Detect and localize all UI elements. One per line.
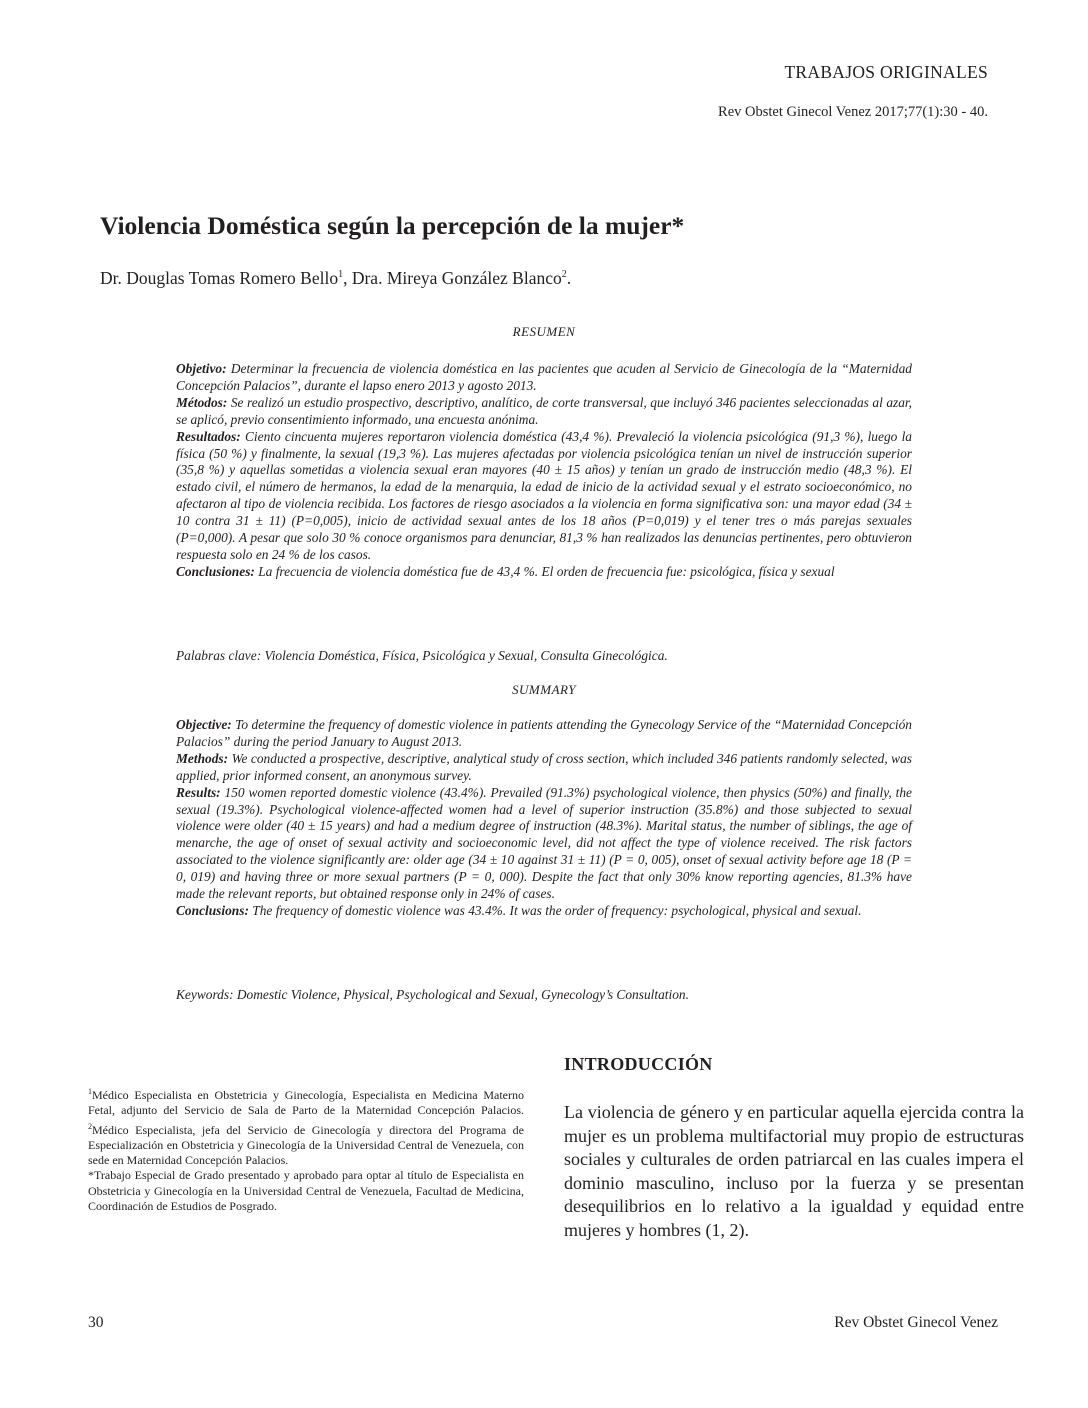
author-separator: ,	[343, 268, 352, 288]
summary-conclusions-label: Conclusions:	[176, 902, 249, 918]
citation-header: Rev Obstet Ginecol Venez 2017;77(1):30 - 40.	[718, 104, 988, 120]
summary-methods-label: Methods:	[176, 750, 229, 766]
footnote-1-marker: 1	[88, 1087, 92, 1096]
footer-journal: Rev Obstet Ginecol Venez	[834, 1314, 998, 1331]
footnote-2-marker: 2	[88, 1121, 92, 1131]
summary-conclusions	[176, 903, 912, 920]
resumen-objetivo-text: Determinar la frecuencia de violencia doméstica en las pacientes que acuden al Servicio de Ginecología de la “Maternidad Concepción Palacios”, durante el lapso enero 2013 y agosto 2013.	[176, 361, 912, 393]
resumen-keywords: Palabras clave: Violencia Doméstica, Física, Psicológica y Sexual, Consulta Ginecológica.	[176, 648, 668, 663]
resumen-metodos-text: Se realizó un estudio prospectivo, descriptivo, analítico, de corte transversal, que incluyó 346 pacientes seleccionadas al azar, se aplicó, previo consentimiento informado, una encuesta anónima.	[176, 394, 912, 427]
resumen-metodos	[176, 395, 912, 429]
resumen-resultados	[176, 429, 912, 564]
summary-conclusions-text: The frequency of domestic violence was 43.4%. It was the order of frequency: psychological, physical and sexual.	[248, 902, 862, 918]
summary-objective	[176, 717, 912, 751]
summary-results	[176, 785, 912, 903]
author-1-affiliation: 1	[338, 269, 344, 281]
resumen-heading: RESUMEN	[512, 324, 576, 339]
page-number: 30	[88, 1314, 104, 1331]
summary-keywords: Keywords: Domestic Violence, Physical, Psychological and Sexual, Gynecology’s Consultation.	[176, 987, 689, 1002]
author-2-affiliation: 2	[561, 269, 567, 281]
summary-objective-text: To determine the frequency of domestic violence in patients attending the Gynecology Service of the “Maternidad Concepción Palacios” during the period January to August 2013.	[176, 717, 912, 749]
footnote-1-text: Médico Especialista en Obstetricia y Ginecología, Especialista en Medicina Materno Fetal, adjunto del Servicio de Sala de Parto de la Maternidad Concepción Palacios.	[88, 1088, 524, 1118]
resumen-resultados-text: Ciento cincuenta mujeres reportaron violencia doméstica (43,4 %). Prevaleció la violencia psicológica (91,3 %), luego la física (50 %) y finalmente, la sexual (19,3 %). Las mujeres afectadas por violencia psicológica tenían un nivel de instrucción superior (35,8 %) y aquellas sometidas a violencia sexual eran mayores (40 ± 15 años) y tenían un grado de instrucción medio (48,3 %). El estado civil, el número de hermanos, la edad de la menarquia, la edad de inicio de la actividad sexual y el estrato socioeconómico, no afectaron al tipo de violencia recibida. Los factores de riesgo asociados a la violencia en forma significativa son: una mayor edad (34 ± 10 contra 31 ± 11) (P=0,005), inicio de actividad sexual antes de los 18 años (P=0,019) y el tener tres o más parejas sexuales (P=0,000). A pesar que solo 30 % conoce organismos para denunciar, 81,3 % han realizados las denuncias pertinentes, pero obtuvieron respuesta solo en 24 % de los casos.	[176, 428, 912, 562]
summary-body	[176, 717, 912, 920]
introduccion-paragraph: La violencia de género y en particular aquella ejercida contra la mujer es un problema multifactorial muy propio de estructuras sociales y culturales de orden patriarcal en las cuales impera el dominio masculino, incluso por la fuerza y se presentan desequilibrios en lo relativo a la igualdad y equidad entre mujeres y hombres (1, 2).	[564, 1102, 1024, 1240]
resumen-conclusiones-label: Conclusiones:	[176, 563, 255, 579]
resumen-resultados-label: Resultados:	[176, 428, 241, 444]
summary-results-label: Results:	[176, 784, 221, 800]
summary-methods-text: We conducted a prospective, descriptive, analytical study of cross section, which included 346 patients randomly selected, was applied, prior informed consent, an anonymous survey.	[176, 750, 912, 783]
resumen-conclusiones	[176, 564, 912, 581]
resumen-body	[176, 361, 912, 581]
footnote-thesis: *Trabajo Especial de Grado presentado y aprobado para optar al título de Especialista en Obstetricia y Ginecología en la Universidad Central de Venezuela, Facultad de Medicina, Coordinación de Estudios de Posgrado.	[88, 1168, 524, 1214]
footnote-affiliations	[88, 1084, 524, 1168]
resumen-conclusiones-text: La frecuencia de violencia doméstica fue de 43,4 %. El orden de frecuencia fue: psicológica, física y sexual	[254, 563, 835, 579]
resumen-objetivo	[176, 361, 912, 395]
resumen-metodos-label: Métodos:	[176, 394, 228, 410]
footnote-2-text: Médico Especialista, jefa del Servicio de Ginecología y directora del Programa de Especialización en Obstetricia y Ginecología de la Universidad Central de Venezuela, con sede en Maternidad Concepción Palacios.	[88, 1122, 524, 1168]
authors-line	[100, 268, 571, 289]
summary-heading: SUMMARY	[512, 682, 576, 697]
introduccion-heading: INTRODUCCIÓN	[564, 1054, 713, 1074]
summary-methods	[176, 751, 912, 785]
summary-objective-label: Objective:	[176, 717, 232, 732]
authors-end: .	[566, 268, 572, 288]
footnotes	[88, 1084, 524, 1214]
summary-results-text: 150 women reported domestic violence (43.4%). Prevailed (91.3%) psychological violence, then physics (50%) and finally, the sexual (19.3%). Psychological violence-affected women had a level of superior instruction (35.8%) and those subjected to sexual violence were older (40 ± 15 years) and had a medium degree of instruction (48.3%). Marital status, the number of siblings, the age of menarche, the age of onset of sexual activity and socioeconomic level, did not affect the type of violence received. The risk factors associated to the violence significantly are: older age (34 ± 10 against 31 ± 11) (P = 0, 005), onset of sexual activity before age 18 (P = 0, 019) and having three or more sexual partners (P = 0, 000). Despite the fact that only 30% know reporting agencies, 81.3% have made the relevant reports, but obtained response only in 24% of cases.	[176, 784, 912, 902]
section-header: TRABAJOS ORIGINALES	[784, 62, 988, 82]
article-title: Violencia Doméstica según la percepción de la mujer*	[100, 211, 685, 240]
resumen-objetivo-label: Objetivo:	[176, 361, 227, 376]
author-1: Dr. Douglas Tomas Romero Bello	[100, 268, 339, 288]
author-2: Dra. Mireya González Blanco	[351, 268, 562, 288]
